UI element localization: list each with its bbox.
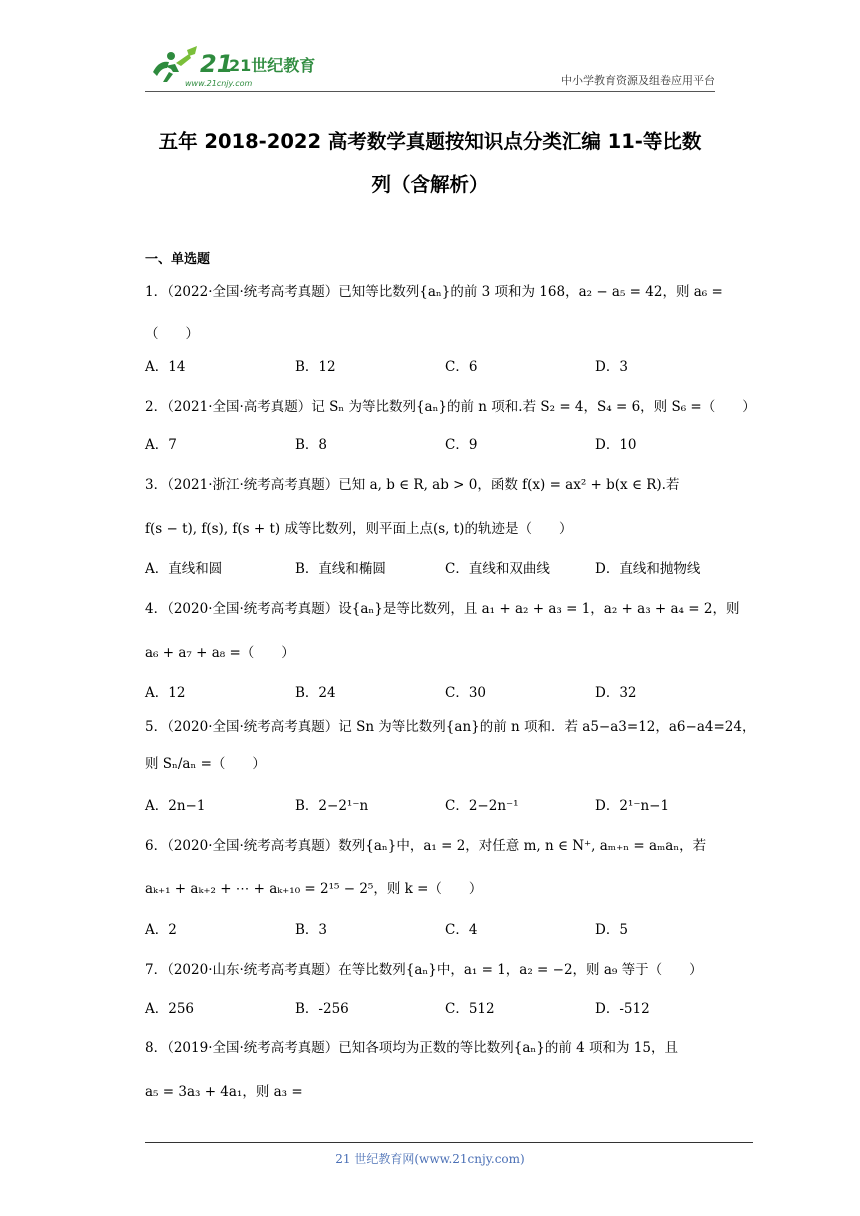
question-4-stem-cont: a₆ + a₇ + a₈ =（ ） (145, 645, 295, 661)
question-1-stem-cont: （ ） (145, 326, 199, 342)
option-d: D．2¹⁻n−1 (595, 798, 670, 814)
option-a: A．14 (145, 359, 186, 375)
header-tagline: 中小学教育资源及组卷应用平台 (561, 74, 715, 87)
question-5-options (145, 794, 715, 814)
question-3-options (145, 557, 715, 577)
logo-url: www.21cnjy.com (185, 79, 253, 88)
question-7-stem: 7．（2020·山东·统考高考真题）在等比数列{aₙ}中，a₁ = 1，a₂ = −2，则 a₉ 等于（ ） (145, 962, 703, 978)
footer-text: 21 世纪教育网(www.21cnjy.com) (335, 1152, 525, 1166)
title-line-1: 五年 2018-2022 高考数学真题按知识点分类汇编 11-等比数 (158, 130, 702, 153)
option-a: A．12 (145, 685, 186, 701)
title-line-2: 列（含解析） (371, 173, 489, 196)
option-a: A．2n−1 (145, 798, 206, 814)
header-divider (145, 91, 715, 92)
question-2-options (145, 433, 715, 453)
page-title (140, 120, 720, 206)
logo-text: 21世纪教育 (229, 56, 315, 75)
question-7-options (145, 997, 715, 1017)
question-3-stem: 3．（2021·浙江·统考高考真题）已知 a, b ∈ R, ab > 0，函数 f(x) = ax² + b(x ∈ R).若 (145, 477, 680, 493)
site-logo (145, 42, 315, 90)
option-c: C．4 (445, 922, 478, 938)
option-b: B．-256 (295, 1001, 349, 1017)
option-b: B．8 (295, 437, 328, 453)
question-1-options (145, 355, 715, 375)
question-6-options (145, 918, 715, 938)
option-c: C．6 (445, 359, 478, 375)
option-a: A．256 (145, 1001, 195, 1017)
option-d: D．直线和抛物线 (595, 561, 701, 577)
option-c: C．2−2n⁻¹ (445, 798, 519, 814)
question-6-stem-cont: aₖ₊₁ + aₖ₊₂ + ⋯ + aₖ₊₁₀ = 2¹⁵ − 2⁵，则 k =（ ） (145, 881, 483, 897)
question-5-stem: 5．（2020·全国·统考高考真题）记 Sn 为等比数列{an}的前 n 项和．若 a5−a3=12，a6−a4=24， (145, 719, 756, 735)
option-b: B．2−2¹⁻n (295, 798, 369, 814)
option-c: C．直线和双曲线 (445, 561, 550, 577)
option-a: A．直线和圆 (145, 561, 223, 577)
question-1-stem: 1．（2022·全国·统考高考真题）已知等比数列{aₙ}的前 3 项和为 168，a₂ − a₅ = 42，则 a₆ = (145, 284, 723, 300)
question-3-stem-cont: f(s − t), f(s), f(s + t) 成等比数列，则平面上点(s, t)的轨迹是（ ） (145, 521, 573, 537)
option-b: B．24 (295, 685, 336, 701)
option-b: B．3 (295, 922, 328, 938)
question-8-stem-cont: a₅ = 3a₃ + 4a₁，则 a₃ = (145, 1084, 303, 1100)
option-d: D．-512 (595, 1001, 650, 1017)
question-4-stem: 4．（2020·全国·统考高考真题）设{aₙ}是等比数列，且 a₁ + a₂ + a₃ = 1，a₂ + a₃ + a₄ = 2，则 (145, 601, 740, 617)
option-c: C．9 (445, 437, 478, 453)
question-5-stem-cont: 则 Sₙ/aₙ =（ ） (145, 756, 266, 772)
question-4-options (145, 681, 715, 701)
option-d: D．3 (595, 359, 628, 375)
svg-text:21: 21 (200, 50, 234, 78)
option-b: B．直线和椭圆 (295, 561, 386, 577)
option-d: D．5 (595, 922, 628, 938)
option-d: D．32 (595, 685, 637, 701)
section-heading: 一、单选题 (145, 252, 211, 267)
option-c: C．512 (445, 1001, 495, 1017)
option-d: D．10 (595, 437, 637, 453)
option-b: B．12 (295, 359, 336, 375)
question-8-stem: 8．（2019·全国·统考高考真题）已知各项均为正数的等比数列{aₙ}的前 4 项和为 15，且 (145, 1040, 678, 1056)
footer-divider (145, 1142, 753, 1143)
question-6-stem: 6．（2020·全国·统考高考真题）数列{aₙ}中，a₁ = 2，对任意 m, n ∈ N⁺, aₘ₊ₙ = aₘaₙ，若 (145, 838, 707, 854)
page-header (145, 40, 715, 92)
option-a: A．7 (145, 437, 177, 453)
option-a: A．2 (145, 922, 177, 938)
question-2-stem: 2．（2021·全国·高考真题）记 Sₙ 为等比数列{aₙ}的前 n 项和.若 S₂ = 4，S₄ = 6，则 S₆ =（ ） (145, 399, 756, 415)
option-c: C．30 (445, 685, 487, 701)
